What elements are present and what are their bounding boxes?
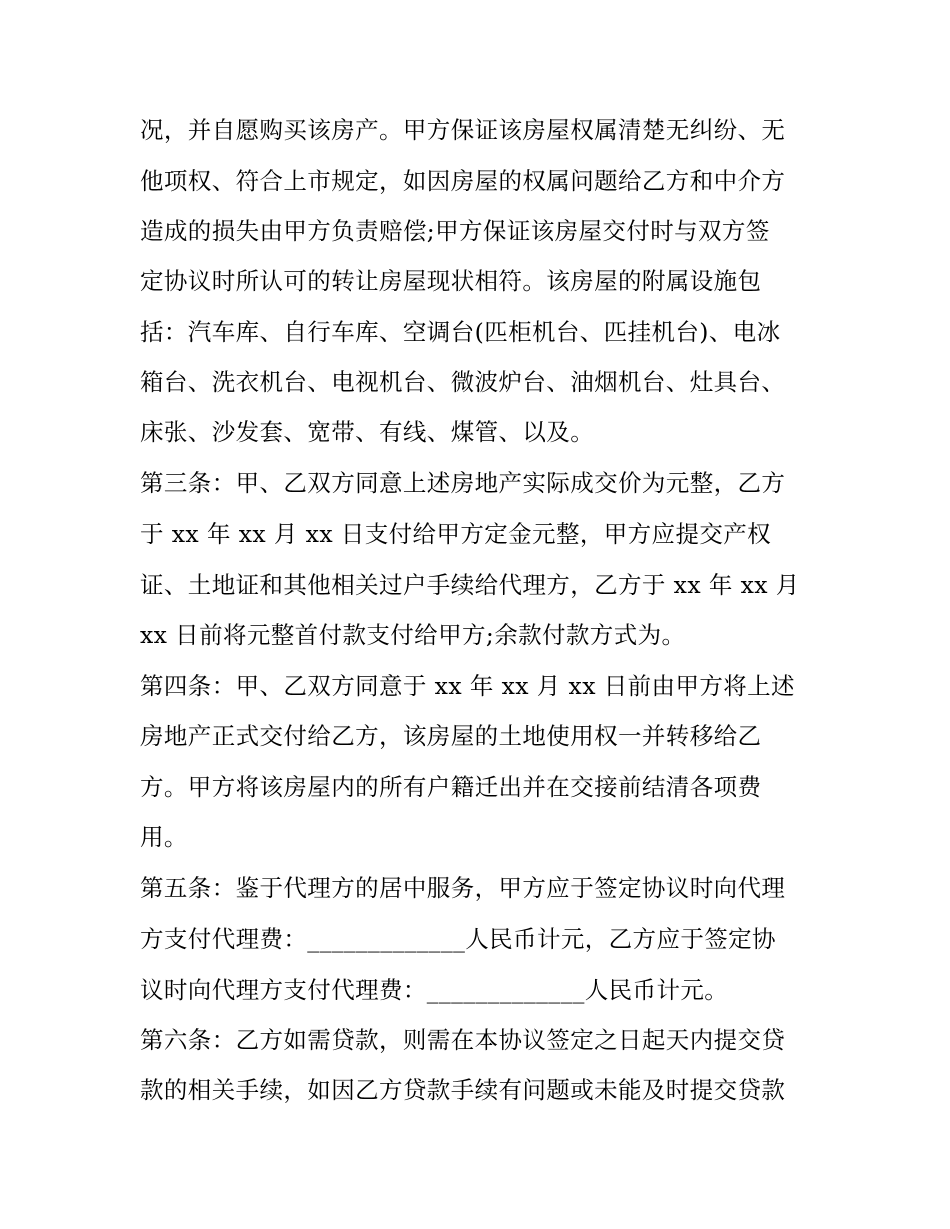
paragraph-line: 方。甲方将该房屋内的所有户籍迁出并在交接前结清各项费	[140, 773, 762, 801]
article-6-heading-line: 第六条：乙方如需贷款，则需在本协议签定之日起天内提交贷	[140, 1026, 786, 1054]
paragraph-line: 证、土地证和其他相关过户手续给代理方，乙方于 xx 年 xx 月	[140, 571, 800, 599]
paragraph-line: 议时向代理方支付代理费：_____________人民币计元。	[140, 976, 729, 1004]
paragraph-line: 于 xx 年 xx 月 xx 日支付给甲方定金元整，甲方应提交产权	[140, 520, 772, 548]
paragraph-line: 床张、沙发套、宽带、有线、煤管、以及。	[140, 418, 595, 446]
paragraph-line: 款的相关手续，如因乙方贷款手续有问题或未能及时提交贷款	[140, 1076, 786, 1104]
paragraph-line: 括：汽车库、自行车库、空调台(匹柜机台、匹挂机台)、电冰	[140, 318, 781, 346]
paragraph-line: 定协议时所认可的转让房屋现状相符。该房屋的附属设施包	[140, 267, 762, 295]
paragraph-line: 箱台、洗衣机台、电视机台、微波炉台、油烟机台、灶具台、	[140, 368, 786, 396]
paragraph-line: xx 日前将元整首付款支付给甲方;余款付款方式为。	[140, 621, 686, 649]
paragraph-line: 房地产正式交付给乙方，该房屋的土地使用权一并转移给乙	[140, 722, 762, 750]
paragraph-line: 况，并自愿购买该房产。甲方保证该房屋权属清楚无纠纷、无	[140, 116, 786, 144]
paragraph-line: 造成的损失由甲方负责赔偿;甲方保证该房屋交付时与双方签	[140, 217, 770, 245]
paragraph-line: 用。	[140, 823, 188, 851]
article-5-heading-line: 第五条：鉴于代理方的居中服务，甲方应于签定协议时向代理	[140, 874, 786, 902]
article-3-heading-line: 第三条：甲、乙双方同意上述房地产实际成交价为元整，乙方	[140, 469, 786, 497]
article-4-heading-line: 第四条：甲、乙双方同意于 xx 年 xx 月 xx 日前由甲方将上述	[140, 672, 795, 700]
paragraph-line: 他项权、符合上市规定，如因房屋的权属问题给乙方和中介方	[140, 167, 786, 195]
paragraph-line: 方支付代理费：_____________人民币计元，乙方应于签定协	[140, 925, 776, 953]
